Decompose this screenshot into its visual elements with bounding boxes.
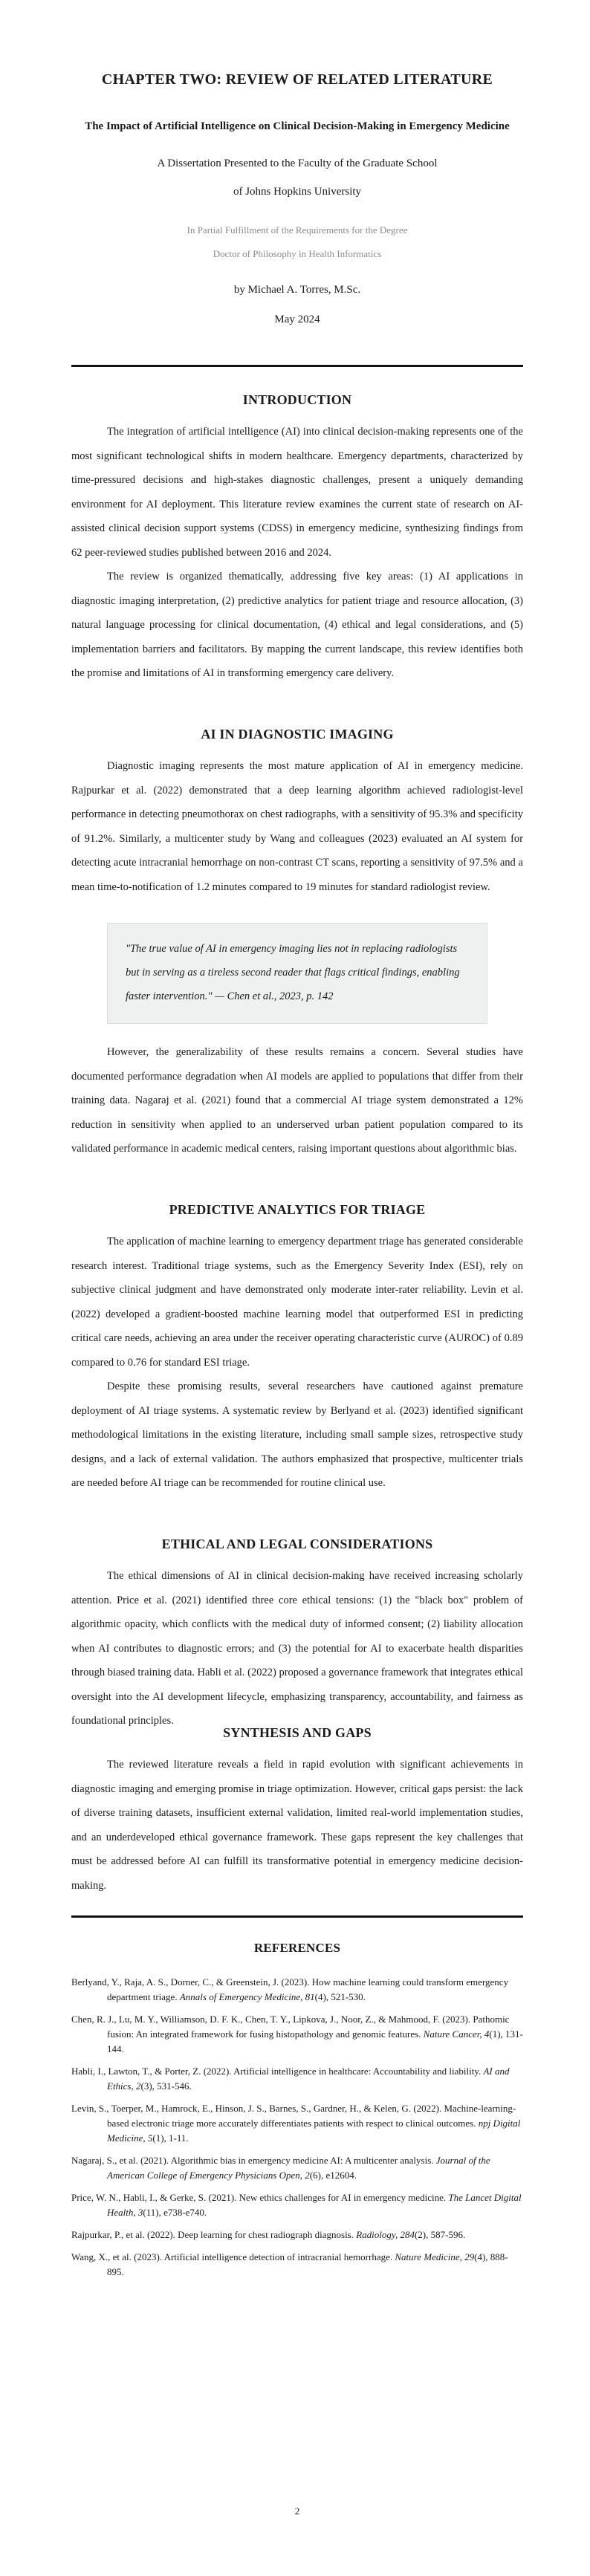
reference-item: Rajpurkar, P., et al. (2022). Deep learning for chest radiograph diagnosis. Radiology, 284(2), 587-596. bbox=[71, 2229, 466, 2240]
predictive-analytics-paragraph-2: Despite these promising results, several researchers have cautioned against premature deployment of AI triage systems. A systematic review by Berlyand et al. (2023) identified significant methodological limitations in the existing literature, including small sample sizes, retrospective study designs, and a lack of external validation. The authors emphasized that prospective, multicenter trials are needed before AI triage can be recommended for routine clinical use. bbox=[71, 1381, 523, 1489]
section-heading-predictive-analytics: PREDICTIVE ANALYTICS FOR TRIAGE bbox=[169, 1202, 426, 1217]
institution-line: of Johns Hopkins University bbox=[233, 186, 362, 198]
predictive-analytics-paragraph-1: The application of machine learning to emergency department triage has generated considerable research interest. Traditional triage systems, such as the Emergency Severity Index (ESI), rely on subjective clinical judgment and have demonstrated only moderate inter-rater reliability. Levin et al. (2022) developed a gradient-boosted machine learning model that outperformed ESI in predicting critical care needs, achieving an area under the receiver operating characteristic curve (AUROC) of 0.89 compared to 0.76 for standard ESI triage. bbox=[71, 1236, 523, 1369]
header-divider bbox=[71, 365, 523, 367]
references-divider bbox=[71, 1915, 523, 1918]
reference-item: Habli, I., Lawton, T., & Porter, Z. (2022). Artificial intelligence in healthcare: Accountability and liability. AI and Ethics, 2(3), 531-546. bbox=[71, 2066, 510, 2092]
block-quote: "The true value of AI in emergency imaging lies not in replacing radiologists but in serving as a tireless second reader that flags critical findings, enabling faster intervention." — Chen et al., 2023, p. 142 bbox=[107, 923, 487, 1024]
section-heading-synthesis: SYNTHESIS AND GAPS bbox=[223, 1725, 372, 1740]
section-heading-ethical-legal: ETHICAL AND LEGAL CONSIDERATIONS bbox=[161, 1537, 433, 1551]
section-heading-diagnostic-imaging: AI IN DIAGNOSTIC IMAGING bbox=[201, 727, 394, 742]
section-heading-introduction: INTRODUCTION bbox=[242, 392, 352, 407]
reference-item: Wang, X., et al. (2023). Artificial intelligence detection of intracranial hemorrhage. Nature Medicine, 29(4), 888-895. bbox=[71, 2251, 508, 2277]
reference-item: Nagaraj, S., et al. (2021). Algorithmic bias in emergency medicine AI: A multicenter analysis. Journal of the American College of Emergency Physicians Open, 2(6), e12604. bbox=[71, 2155, 490, 2181]
references-heading: REFERENCES bbox=[253, 1941, 341, 1955]
date-line: May 2024 bbox=[274, 314, 320, 325]
synthesis-paragraph-1: The reviewed literature reveals a field in rapid evolution with significant achievements in diagnostic imaging and emerging promise in triage optimization. However, critical gaps persist: the lack of diverse training datasets, insufficient external validation, limited real-world implementation studies, and an underdeveloped ethical governance framework. These gaps represent the key challenges that must be addressed before AI can fulfill its transformative potential in emergency medicine decision-making. bbox=[71, 1759, 523, 1892]
introduction-paragraph-2: The review is organized thematically, addressing five key areas: (1) AI applications in diagnostic imaging interpretation, (2) predictive analytics for patient triage and resource allocation, (3) natural language processing for clinical documentation, (4) ethical and legal considerations, and (5) implementation barriers and facilitators. By mapping the current landscape, this review identifies both the promise and limitations of AI in transforming emergency care delivery. bbox=[71, 571, 523, 679]
reference-item: Price, W. N., Habli, I., & Gerke, S. (2021). New ethics challenges for AI in emergency medicine. The Lancet Digital Health, 3(11), e738-e740. bbox=[71, 2192, 522, 2218]
introduction-paragraph-1: The integration of artificial intelligence (AI) into clinical decision-making represents one of the most significant technological shifts in modern healthcare. Emergency departments, characterized by time-pressured decisions and high-stakes diagnostic challenges, present a uniquely demanding environment for AI deployment. This literature review examines the current state of research on AI-assisted clinical decision support systems (CDSS) in emergency medicine, synthesizing findings from 62 peer-reviewed studies published between 2016 and 2024. bbox=[71, 426, 523, 559]
page-number: 2 bbox=[294, 2505, 300, 2517]
fulfillment-line: In Partial Fulfillment of the Requirements for the Degree bbox=[187, 224, 408, 236]
degree-line: Doctor of Philosophy in Health Informatics bbox=[213, 248, 382, 259]
diagnostic-imaging-paragraph-2: However, the generalizability of these results remains a concern. Several studies have documented performance degradation when AI models are applied to populations that differ from their training data. Nagaraj et al. (2021) found that a commercial AI triage system demonstrated a 12% reduction in sensitivity when applied to an underserved urban patient population compared to its validated performance in academic medical centers, raising important questions about algorithmic bias. bbox=[71, 1046, 523, 1155]
reference-item: Levin, S., Toerper, M., Hamrock, E., Hinson, J. S., Barnes, S., Gardner, H., & Kelen, G. (2022). Machine-learning-based electronic triage more accurately differentiates patients with respect to clinical outcomes. npj Digital Medicine, 5(1), 1-11. bbox=[71, 2103, 521, 2144]
reference-list bbox=[71, 1975, 523, 2287]
dissertation-title: The Impact of Artificial Intelligence on Clinical Decision-Making in Emergency Medicine bbox=[85, 120, 510, 132]
presented-line: A Dissertation Presented to the Faculty of the Graduate School bbox=[157, 158, 438, 169]
reference-item: Chen, R. J., Lu, M. Y., Williamson, D. F. K., Chen, T. Y., Lipkova, J., Noor, Z., & Mahmood, F. (2023). Pathomic fusion: An integrated framework for fusing histopathology and genomic features. Nature Cancer, 4(1), 131-144. bbox=[71, 2014, 523, 2054]
reference-item: Berlyand, Y., Raja, A. S., Dorner, C., & Greenstein, J. (2023). How machine learning could transform emergency department triage. Annals of Emergency Medicine, 81(4), 521-530. bbox=[71, 1976, 509, 2002]
ethical-legal-paragraph-1: The ethical dimensions of AI in clinical decision-making have received increasing scholarly attention. Price et al. (2021) identified three core ethical tensions: (1) the "black box" problem of algorithmic opacity, which conflicts with the medical duty of informed consent; (2) liability allocation when AI contributes to diagnostic errors; and (3) the potential for AI to exacerbate health disparities through biased training data. Habli et al. (2022) proposed a governance framework that integrates ethical oversight into the AI development lifecycle, emphasizing transparency, accountability, and fairness as foundational principles. bbox=[71, 1570, 523, 1727]
diagnostic-imaging-paragraph-1: Diagnostic imaging represents the most mature application of AI in emergency medicine. Rajpurkar et al. (2022) demonstrated that a deep learning algorithm achieved radiologist-level performance in detecting pneumothorax on chest radiographs, with a sensitivity of 95.3% and specificity of 91.2%. Similarly, a multicenter study by Wang and colleagues (2023) evaluated an AI system for detecting acute intracranial hemorrhage on non-contrast CT scans, reporting a sensitivity of 97.5% and a mean time-to-notification of 1.2 minutes compared to 19 minutes for standard radiologist review. bbox=[71, 760, 523, 893]
chapter-title: CHAPTER TWO: REVIEW OF RELATED LITERATURE bbox=[101, 71, 493, 88]
author-line: by Michael A. Torres, M.Sc. bbox=[233, 284, 361, 296]
